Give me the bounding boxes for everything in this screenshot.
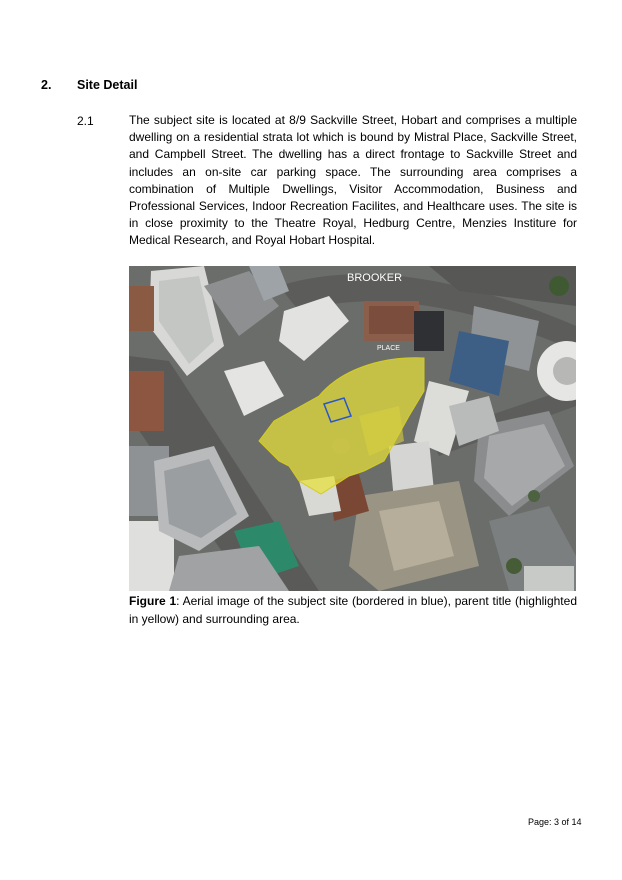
figure-caption-label: Figure 1 [129,594,177,608]
road-label-place: PLACE [377,345,400,352]
paragraph-number: 2.1 [77,114,94,128]
page-number: Page: 3 of 14 [528,817,582,827]
figure-caption-text: : Aerial image of the subject site (bordered in blue), parent title (highlighted in yellow) and surrounding area. [129,594,577,626]
road-label-brooker: BROOKER [347,272,403,284]
aerial-image [129,266,576,591]
section-title: Site Detail [77,78,138,92]
figure-caption [129,593,577,628]
section-number: 2. [41,78,52,92]
aerial-map [129,266,576,591]
paragraph-text: The subject site is located at 8/9 Sackville Street, Hobart and comprises a multiple dwelling on a residential strata lot which is bound by Mistral Place, Sackville Street, and Campbell Street. The dwelling has a direct frontage to Sackville Street and includes an on-site car parking space. The surrounding area comprises a combination of Multiple Dwellings, Visitor Accommodation, Business and Professional Services, Indoor Recreation Facilites, and Healthcare uses. The site is in close proximity to the Theatre Royal, Hedburg Centre, Menzies Institure for Medical Research, and Royal Hobart Hospital. [129,113,577,248]
